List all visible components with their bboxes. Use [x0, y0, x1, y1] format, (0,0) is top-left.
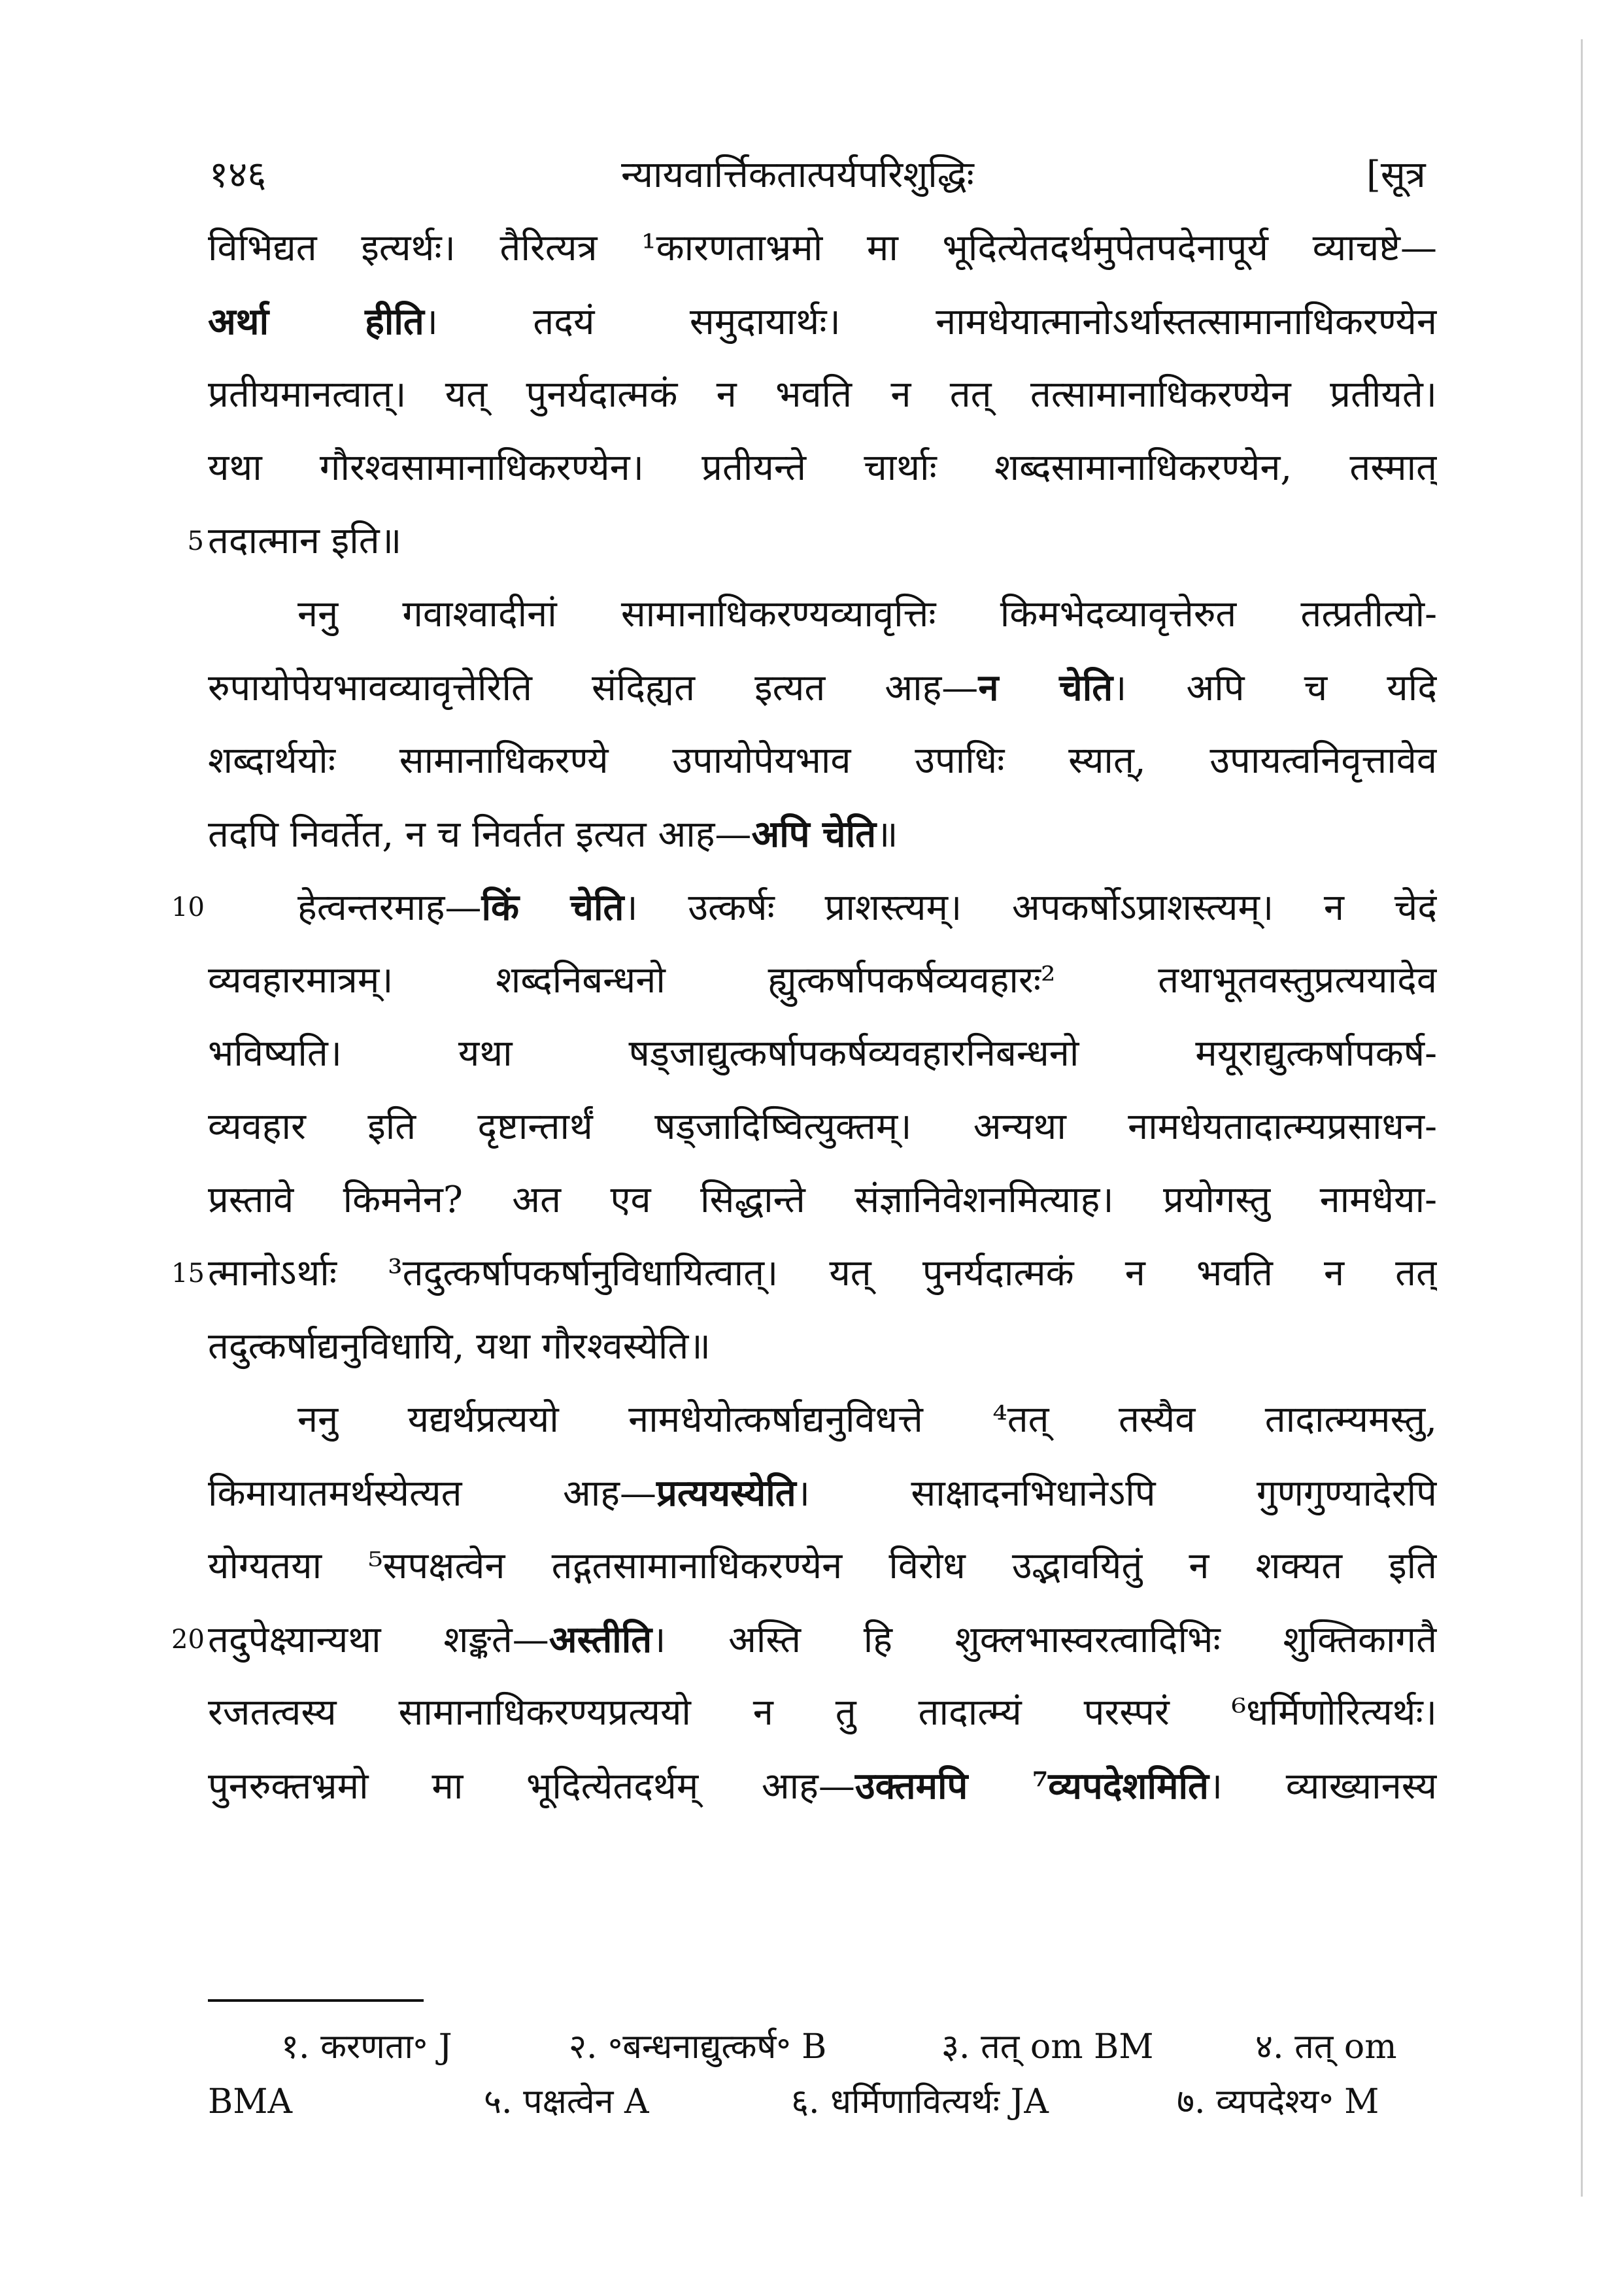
- footnote-4: ४. तत् om: [1255, 2027, 1397, 2067]
- text-line: किमायातमर्थस्येत्यत आह—प्रत्ययस्येति। साक्षादनभिधानेऽपि गुणगुण्यादेरपि: [208, 1472, 1437, 1515]
- text-line: विभिद्यत इत्यर्थः। तैरित्यत्र ¹कारणताभ्रमो मा भूदित्येतदर्थमुपेतपदेनापूर्य व्याचष्टे—: [208, 227, 1437, 269]
- text-line: तदुपेक्ष्यान्यथा शङ्कते—अस्तीति। अस्ति हि शुक्लभास्वरत्वादिभिः शुक्तिकागतै: [208, 1618, 1437, 1661]
- text-line: तदपि निवर्तेत, न च निवर्तत इत्यत आह—अपि चेति॥: [208, 813, 898, 856]
- text-line: रुपायोपेयभावव्यावृत्तेरिति संदिह्यत इत्यत आह—न चेति। अपि च यदि: [208, 666, 1437, 709]
- text-line: योग्यतया ⁵सपक्षत्वेन तद्गतसामानाधिकरण्येन विरोध उद्भावयितुं न शक्यत इति: [208, 1545, 1437, 1587]
- text-line: शब्दार्थयोः सामानाधिकरण्ये उपायोपेयभाव उपाधिः स्यात्, उपायत्वनिवृत्तावेव: [208, 739, 1437, 782]
- footnote-2: २. ॰बन्धनाद्युत्कर्ष॰ B: [569, 2027, 827, 2067]
- text-line: यथा गौरश्वसामानाधिकरण्येन। प्रतीयन्ते चार्थाः शब्दसामानाधिकरण्येन, तस्मात्: [208, 447, 1437, 489]
- text-line: तदुत्कर्षाद्यनुविधायि, यथा गौरश्वस्येति॥: [208, 1325, 711, 1368]
- footnote-7: ७. व्यपदेश्य॰ M: [1177, 2082, 1379, 2121]
- text-line: ननु गवाश्वादीनां सामानाधिकरण्यव्यावृत्तिः किमभेदव्यावृत्तेरुत तत्प्रतीत्यो-: [297, 593, 1437, 635]
- text-line: व्यवहार इति दृष्टान्तार्थं षड्जादिष्वित्युक्तम्। अन्यथा नामधेयतादात्म्यप्रसाधन-: [208, 1106, 1437, 1148]
- line-number: 5: [187, 526, 204, 556]
- text-line: पुनरुक्तभ्रमो मा भूदित्येतदर्थम् आह—उक्तमपि ⁷व्यपदेशमिति। व्याख्यानस्य: [208, 1764, 1437, 1808]
- line-number: 20: [171, 1625, 205, 1655]
- text-line: प्रतीयमानत्वात्। यत् पुनर्यदात्मकं न भवति न तत् तत्सामानाधिकरण्येन प्रतीयते।: [208, 373, 1437, 416]
- text-line: प्रस्तावे किमनेन? अत एव सिद्धान्ते संज्ञानिवेशनमित्याह। प्रयोगस्तु नामधेया-: [208, 1179, 1437, 1221]
- text-line: रजतत्वस्य सामानाधिकरण्यप्रत्ययो न तु तादात्म्यं परस्परं ⁶धर्मिणोरित्यर्थः।: [208, 1691, 1437, 1734]
- line-number: 10: [171, 892, 205, 922]
- text-line: तदात्मान इति॥: [208, 520, 402, 562]
- text-line: त्मानोऽर्थाः ³तदुत्कर्षापकर्षानुविधायित्वात्। यत् पुनर्यदात्मकं न भवति न तत्: [208, 1252, 1437, 1294]
- footnote-5: ५. पक्षत्वेन A: [484, 2082, 649, 2121]
- page-edge-shadow: [1581, 39, 1583, 2197]
- footnote-3: ३. तत् om BM: [941, 2027, 1154, 2067]
- running-title: न्यायवार्त्तिकतात्पर्यपरिशुद्धिः: [621, 154, 974, 196]
- page-number: १४६: [209, 154, 267, 196]
- text-line: अर्था हीति। तदयं समुदायार्थः। नामधेयात्मानोऽर्थास्तत्सामानाधिकरण्येन: [208, 300, 1437, 343]
- line-number: 15: [171, 1258, 205, 1289]
- text-line: ननु यद्यर्थप्रत्ययो नामधेयोत्कर्षाद्यनुविधत्ते ⁴तत् तस्यैव तादात्म्यमस्तु,: [297, 1398, 1437, 1441]
- text-line: व्यवहारमात्रम्। शब्दनिबन्धनो ह्युत्कर्षापकर्षव्यवहारः² तथाभूतवस्तुप्रत्ययादेव: [208, 959, 1437, 1002]
- footnote-1: १. करणता॰ J: [281, 2027, 452, 2067]
- footnote-6: ६. धर्मिणावित्यर्थः JA: [791, 2082, 1049, 2121]
- section-label: [सूत्र: [1366, 154, 1426, 196]
- footnote-4-continued: BMA: [208, 2082, 293, 2121]
- text-line: भविष्यति। यथा षड्जाद्युत्कर्षापकर्षव्यवहारनिबन्धनो मयूराद्युत्कर्षापकर्ष-: [208, 1032, 1437, 1075]
- footnote-rule: [208, 1999, 424, 2002]
- text-line: हेत्वन्तरमाह—किं चेति। उत्कर्षः प्राशस्त्यम्। अपकर्षोऽप्राशस्त्यम्। न चेदं: [297, 886, 1437, 929]
